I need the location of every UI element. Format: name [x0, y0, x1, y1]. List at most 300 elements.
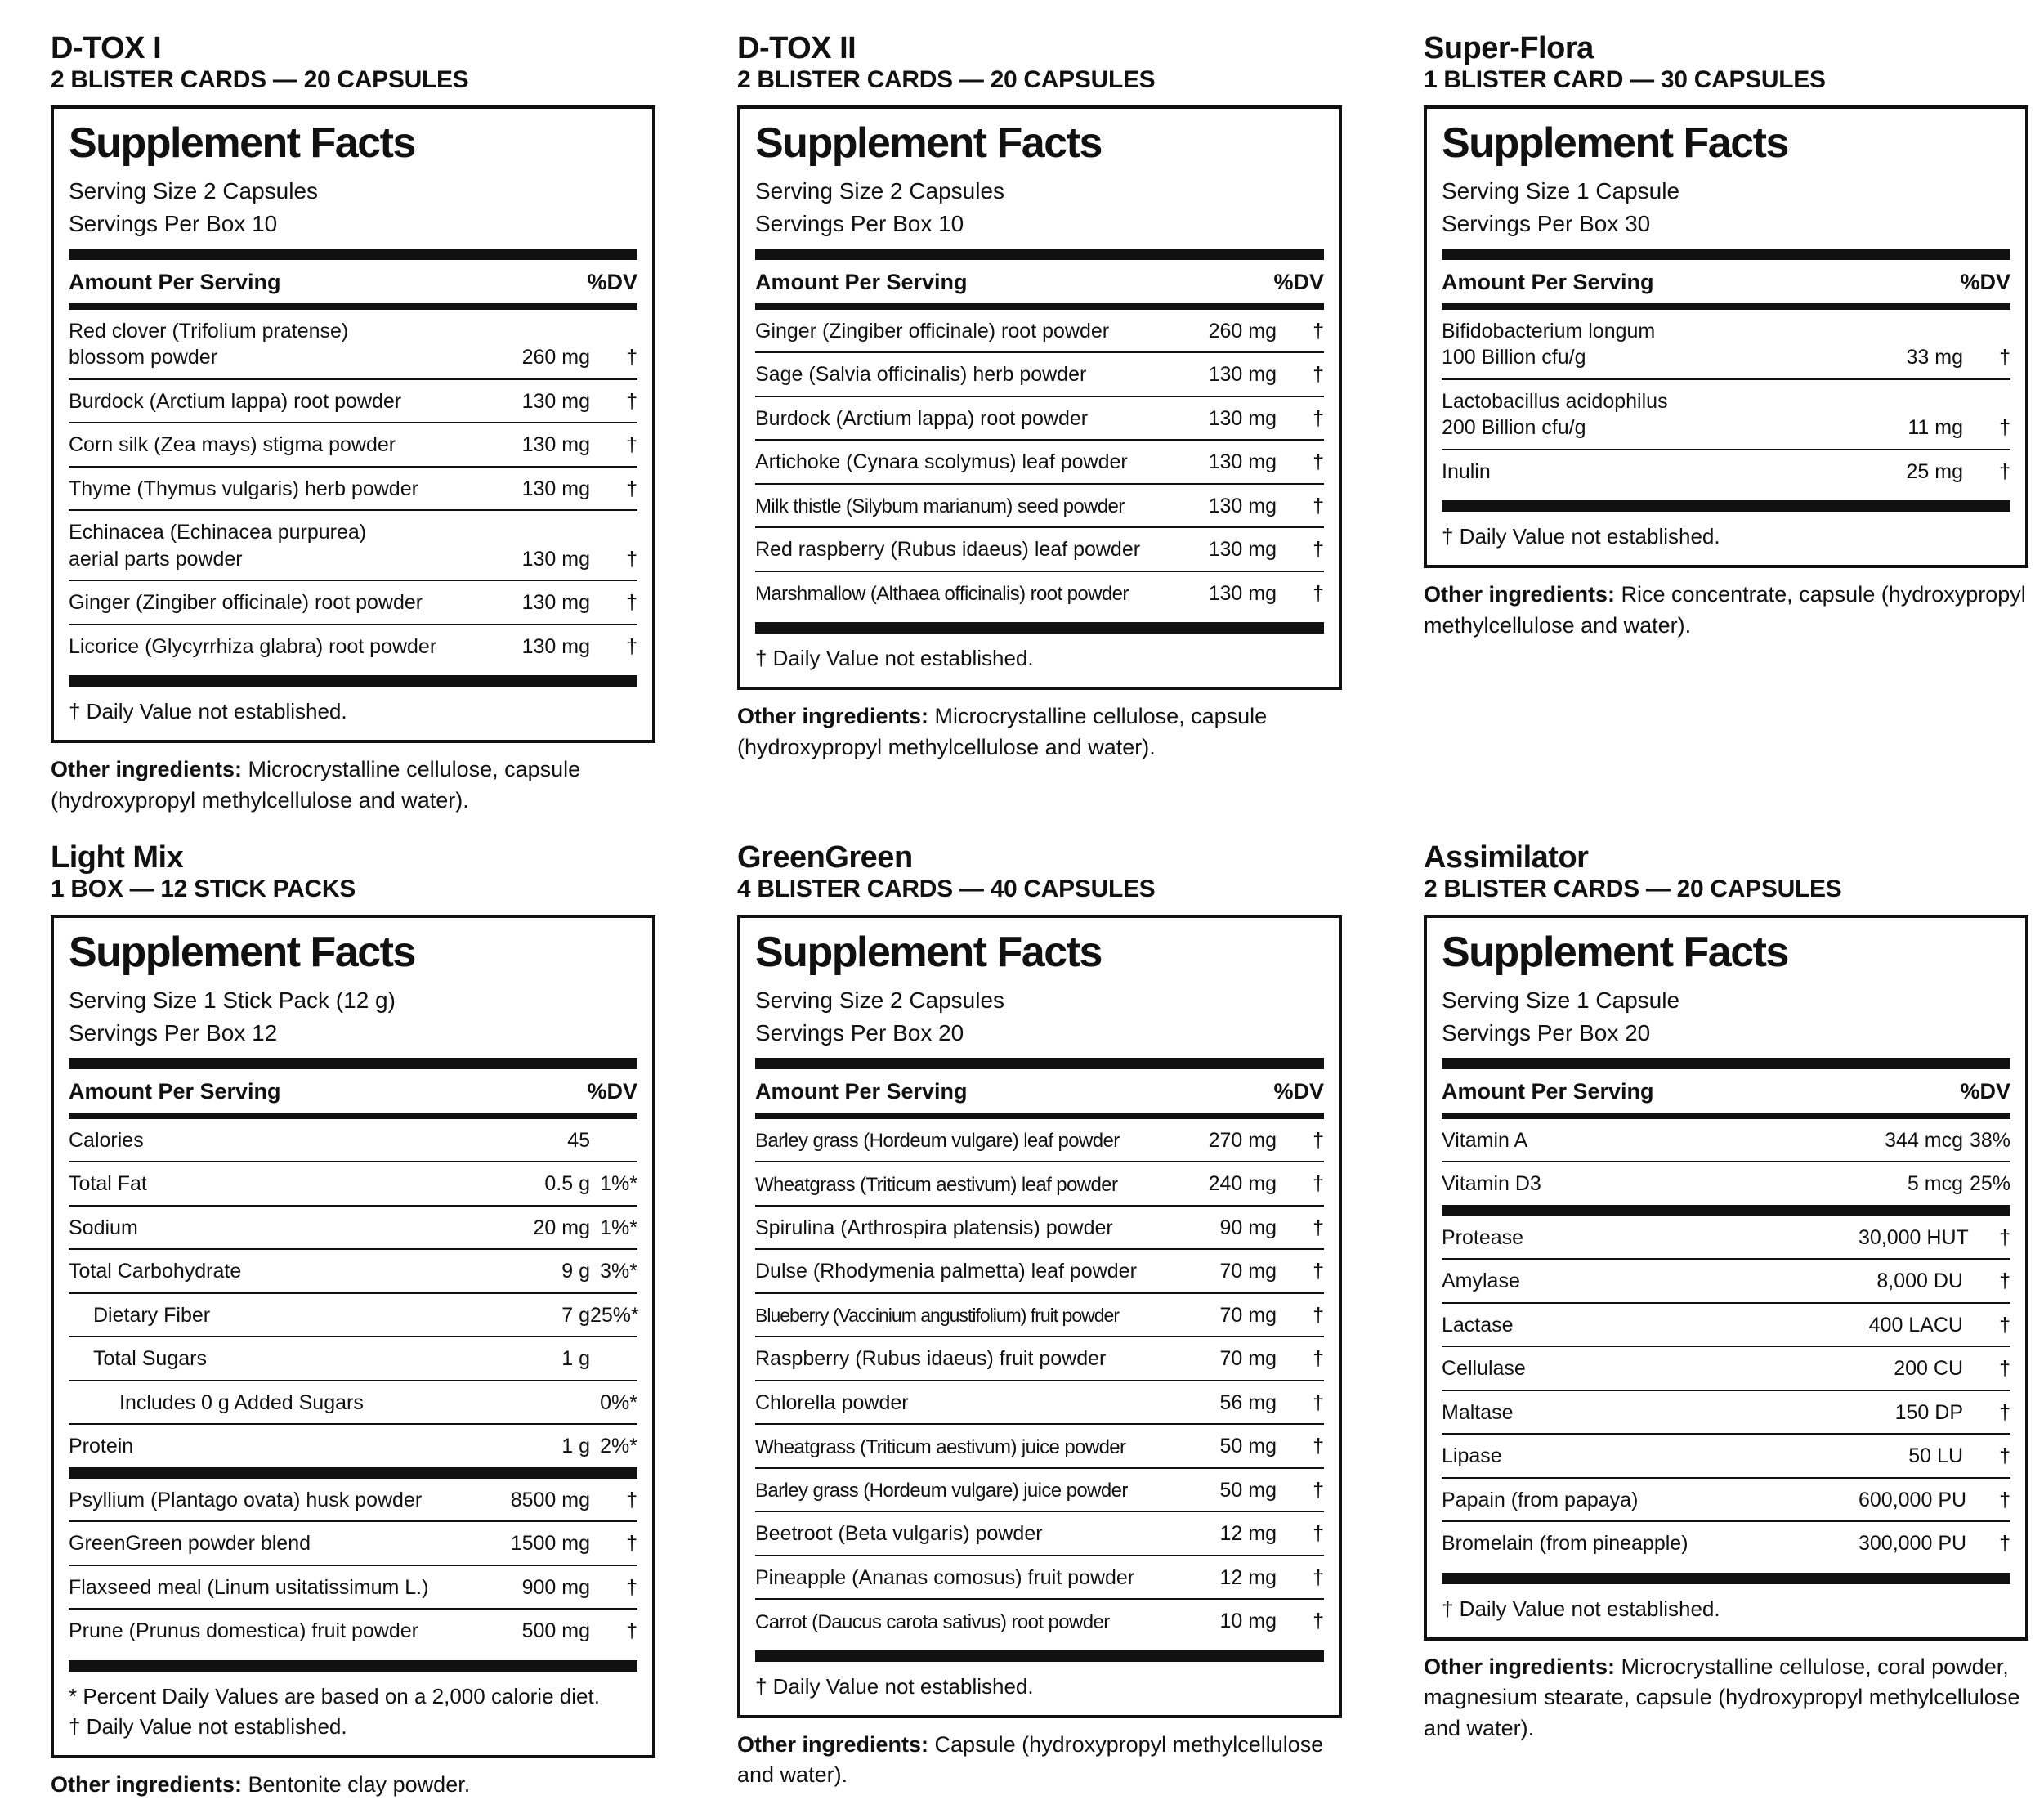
section-divider — [755, 1058, 1324, 1069]
table-row — [69, 624, 637, 668]
ingredient-dv: † — [1313, 1390, 1324, 1414]
other-ingredients-label: Other ingredients: — [1424, 1654, 1616, 1679]
ingredient-name-line1: Red clover (Trifolium pratense) — [69, 319, 349, 343]
other-ingredients-label: Other ingredients: — [737, 1731, 929, 1757]
servings-per-box: Servings Per Box 30 — [1442, 210, 1651, 236]
dv-header: %DV — [587, 269, 637, 294]
product-title: D-TOX II — [737, 31, 857, 65]
table-row — [1442, 1258, 2010, 1302]
dv-header: %DV — [1960, 269, 2010, 294]
ingredient-dv: † — [626, 433, 637, 457]
facts-heading: Supplement Facts — [755, 929, 1102, 977]
ingredient-amount: 1500 mg — [510, 1532, 590, 1556]
table-row — [755, 1336, 1324, 1380]
section-divider — [69, 303, 637, 310]
table-row — [755, 396, 1324, 440]
ingredient-dv: † — [1313, 1303, 1324, 1327]
serving-size: Serving Size 2 Capsules — [755, 987, 1005, 1014]
ingredient-amount: 20 mg — [533, 1216, 590, 1239]
ingredient-dv: † — [626, 1619, 637, 1643]
column-headers — [755, 260, 1324, 303]
table-row — [755, 1511, 1324, 1555]
ingredient-name-line2: 100 Billion cfu/g — [1442, 346, 1586, 369]
ingredient-name: Blueberry (Vaccinium angustifolium) fruit powder — [755, 1305, 1119, 1327]
section-divider — [69, 1660, 637, 1672]
ingredient-name: Total Carbohydrate — [69, 1260, 242, 1283]
ingredient-name: Includes 0 g Added Sugars — [119, 1390, 364, 1414]
ingredient-name: Milk thistle (Silybum marianum) seed powder — [755, 495, 1125, 518]
servings-per-box: Servings Per Box 20 — [1442, 1019, 1651, 1046]
amount-per-serving-header: Amount Per Serving — [1442, 1078, 1654, 1104]
ingredient-amount: 130 mg — [1208, 538, 1277, 562]
pack-description: 1 BOX — 12 STICK PACKS — [51, 875, 356, 902]
table-row — [755, 1423, 1324, 1467]
ingredient-dv: † — [1313, 1565, 1324, 1589]
other-ingredients: Other ingredients: Capsule (hydroxypropyl methylcellulose and water). — [737, 1731, 1324, 1788]
table-row — [69, 1336, 637, 1380]
ingredient-amount: 56 mg — [1219, 1390, 1277, 1414]
table-row — [69, 1565, 637, 1609]
ingredient-name: Thyme (Thymus vulgaris) herb powder — [69, 477, 418, 500]
pack-description: 4 BLISTER CARDS — 40 CAPSULES — [737, 875, 1156, 902]
table-row — [69, 466, 637, 510]
footnote-line: † Daily Value not established. — [69, 1713, 347, 1739]
table-row — [1442, 1161, 2010, 1205]
servings-per-box: Servings Per Box 12 — [69, 1019, 278, 1046]
ingredient-amount: 400 LACU — [1868, 1313, 1963, 1337]
footnote-line: † Daily Value not established. — [755, 1673, 1034, 1699]
ingredient-name-line2: aerial parts powder — [69, 547, 243, 571]
serving-size: Serving Size 2 Capsules — [69, 178, 319, 204]
ingredient-dv: † — [1313, 538, 1324, 562]
ingredient-amount: 1 g — [561, 1435, 590, 1458]
ingredient-table — [1442, 1119, 2010, 1565]
ingredient-amount: 260 mg — [1208, 319, 1277, 343]
column-headers — [1442, 1069, 2010, 1113]
ingredient-name: Ginger (Zingiber officinale) root powder — [69, 591, 423, 615]
ingredient-dv: 2%* — [600, 1435, 637, 1458]
table-row — [69, 580, 637, 624]
ingredient-name: Barley grass (Hordeum vulgare) juice powder — [755, 1480, 1128, 1502]
table-row — [755, 1598, 1324, 1642]
ingredient-dv: † — [1313, 1435, 1324, 1458]
column-headers — [755, 1069, 1324, 1113]
facts-box — [1424, 105, 2028, 568]
facts-heading: Supplement Facts — [755, 119, 1102, 168]
ingredient-name — [1442, 388, 1858, 441]
servings-per-box: Servings Per Box 20 — [755, 1019, 964, 1046]
ingredient-name: Artichoke (Cynara scolymus) leaf powder — [755, 450, 1128, 474]
ingredient-amount: 70 mg — [1219, 1347, 1277, 1371]
ingredient-amount: 130 mg — [521, 389, 590, 413]
product-title: GreenGreen — [737, 840, 913, 875]
ingredient-amount: 130 mg — [1208, 494, 1277, 517]
ingredient-amount: 130 mg — [521, 547, 590, 571]
ingredient-amount: 8500 mg — [510, 1488, 590, 1511]
section-divider — [1442, 1058, 2010, 1069]
ingredient-table — [1442, 310, 2010, 493]
ingredient-dv: † — [1313, 1172, 1324, 1196]
footnote-line: † Daily Value not established. — [69, 699, 347, 724]
ingredient-amount: 130 mg — [521, 477, 590, 500]
serving-size: Serving Size 1 Stick Pack (12 g) — [69, 987, 396, 1014]
ingredient-dv: † — [1999, 1313, 2010, 1337]
ingredient-dv: † — [1313, 363, 1324, 387]
ingredient-dv: † — [1999, 1532, 2010, 1556]
ingredient-amount: 130 mg — [1208, 363, 1277, 387]
ingredient-amount: 130 mg — [1208, 406, 1277, 430]
ingredient-dv: † — [1313, 450, 1324, 474]
table-row — [69, 378, 637, 423]
ingredient-amount: 70 mg — [1219, 1260, 1277, 1283]
ingredient-name: Sodium — [69, 1216, 138, 1239]
footnote-line: † Daily Value not established. — [1442, 1596, 1720, 1621]
ingredient-name: GreenGreen powder blend — [69, 1532, 311, 1556]
ingredient-amount: 30,000 HUT — [1858, 1225, 1969, 1249]
table-row — [755, 483, 1324, 527]
table-row — [69, 1520, 637, 1565]
ingredient-table — [755, 1119, 1324, 1642]
section-divider — [69, 1113, 637, 1119]
table-row — [755, 1205, 1324, 1249]
ingredient-dv: † — [1999, 1400, 2010, 1424]
serving-size: Serving Size 1 Capsule — [1442, 178, 1680, 204]
table-row — [755, 1467, 1324, 1511]
ingredient-amount: 90 mg — [1219, 1216, 1277, 1239]
pack-description: 2 BLISTER CARDS — 20 CAPSULES — [1424, 875, 1842, 902]
supplement-panel — [737, 31, 1342, 763]
ingredient-amount: 12 mg — [1219, 1565, 1277, 1589]
ingredient-amount: 50 LU — [1908, 1444, 1963, 1468]
ingredient-name: Chlorella powder — [755, 1390, 909, 1414]
ingredient-table — [69, 310, 637, 668]
ingredient-amount: 1 g — [561, 1347, 590, 1371]
ingredient-name — [69, 519, 485, 572]
facts-box — [51, 915, 655, 1758]
ingredient-name-line1: Lactobacillus acidophilus — [1442, 389, 1668, 413]
section-divider — [1442, 249, 2010, 260]
section-divider — [69, 1058, 637, 1069]
table-row — [69, 310, 637, 378]
ingredient-amount: 5 mcg — [1907, 1172, 1963, 1196]
table-row — [69, 1292, 637, 1337]
table-row — [69, 422, 637, 466]
ingredient-name: Cellulase — [1442, 1357, 1526, 1381]
ingredient-amount: 260 mg — [521, 346, 590, 369]
table-row — [755, 1119, 1324, 1162]
ingredient-dv: † — [1313, 1347, 1324, 1371]
ingredient-amount: 25 mg — [1906, 459, 1963, 483]
ingredient-amount: 344 mcg — [1885, 1128, 1963, 1152]
section-divider — [69, 675, 637, 687]
ingredient-name: Spirulina (Arthrospira platensis) powder — [755, 1216, 1113, 1239]
dv-header: %DV — [1960, 1078, 2010, 1104]
section-divider — [755, 1650, 1324, 1662]
table-row — [69, 1380, 637, 1424]
section-divider — [755, 622, 1324, 634]
ingredient-name: Burdock (Arctium lappa) root powder — [755, 406, 1089, 430]
dv-header: %DV — [1273, 269, 1324, 294]
ingredient-amount: 130 mg — [521, 591, 590, 615]
table-row — [69, 1423, 637, 1467]
table-row — [1442, 1119, 2010, 1162]
product-title: D-TOX I — [51, 31, 162, 65]
ingredient-dv: † — [1313, 406, 1324, 430]
ingredient-name: Barley grass (Hordeum vulgare) leaf powder — [755, 1130, 1120, 1153]
ingredient-name-line1: Echinacea (Echinacea purpurea) — [69, 521, 367, 544]
table-row — [1442, 310, 2010, 378]
column-headers — [69, 1069, 637, 1113]
ingredient-name — [1442, 318, 1858, 371]
ingredient-table — [755, 310, 1324, 615]
pack-description: 1 BLISTER CARD — 30 CAPSULES — [1424, 65, 1826, 93]
ingredient-amount: 33 mg — [1906, 346, 1963, 369]
footnotes — [1442, 512, 2010, 557]
ingredient-dv: 0%* — [600, 1390, 637, 1414]
ingredient-amount: 130 mg — [1208, 581, 1277, 605]
facts-box — [737, 105, 1342, 690]
ingredient-name: Lipase — [1442, 1444, 1502, 1468]
ingredient-dv: † — [1999, 1444, 2010, 1468]
ingredient-name: Wheatgrass (Triticum aestivum) leaf powder — [755, 1173, 1118, 1196]
dv-header: %DV — [587, 1078, 637, 1104]
ingredient-amount: 270 mg — [1208, 1128, 1277, 1152]
ingredient-name: Papain (from papaya) — [1442, 1488, 1639, 1511]
ingredient-name-line1: Bifidobacterium longum — [1442, 319, 1656, 343]
section-divider — [1442, 500, 2010, 512]
ingredient-dv: † — [1313, 1216, 1324, 1239]
footnote-line: * Percent Daily Values are based on a 2,000 calorie diet. — [69, 1683, 600, 1708]
ingredient-amount: 900 mg — [521, 1575, 590, 1599]
ingredient-amount: 7 g — [561, 1303, 590, 1327]
ingredient-name: Pineapple (Ananas comosus) fruit powder — [755, 1565, 1135, 1589]
ingredient-dv: 25%* — [590, 1303, 639, 1327]
table-row — [69, 1248, 637, 1292]
ingredient-amount: 130 mg — [1208, 450, 1277, 474]
ingredient-amount: 8,000 DU — [1876, 1269, 1963, 1293]
ingredient-name: Protein — [69, 1435, 134, 1458]
ingredient-name: Inulin — [1442, 459, 1491, 483]
ingredient-dv: † — [626, 591, 637, 615]
amount-per-serving-header: Amount Per Serving — [69, 269, 281, 294]
facts-box — [51, 105, 655, 743]
ingredient-dv: † — [1313, 1610, 1324, 1633]
ingredient-name: Calories — [69, 1128, 144, 1152]
ingredient-dv: 1%* — [600, 1172, 637, 1196]
ingredient-name: Ginger (Zingiber officinale) root powder — [755, 319, 1110, 343]
serving-size: Serving Size 2 Capsules — [755, 178, 1005, 204]
table-row — [1442, 1346, 2010, 1390]
footnotes — [1442, 1584, 2010, 1629]
facts-heading: Supplement Facts — [1442, 119, 1788, 168]
dv-header: %DV — [1273, 1078, 1324, 1104]
supplement-panel — [51, 840, 655, 1800]
ingredient-name: Raspberry (Rubus idaeus) fruit powder — [755, 1347, 1107, 1371]
supplement-panel — [51, 31, 655, 817]
table-row — [755, 310, 1324, 352]
ingredient-dv: 25% — [1969, 1172, 2010, 1196]
section-divider — [755, 1113, 1324, 1119]
ingredient-amount: 11 mg — [1908, 416, 1963, 440]
ingredient-dv: † — [626, 477, 637, 500]
table-row — [69, 1479, 637, 1521]
ingredient-dv: † — [626, 547, 637, 571]
ingredient-amount: 9 g — [561, 1260, 590, 1283]
ingredient-dv: † — [1313, 494, 1324, 517]
ingredient-dv: † — [1999, 416, 2010, 440]
ingredient-name: Red raspberry (Rubus idaeus) leaf powder — [755, 538, 1141, 562]
section-divider — [69, 249, 637, 260]
ingredient-name: Prune (Prunus domestica) fruit powder — [69, 1619, 418, 1643]
footnotes — [755, 634, 1324, 678]
column-headers — [1442, 260, 2010, 303]
ingredient-amount: 150 DP — [1894, 1400, 1963, 1424]
pack-description: 2 BLISTER CARDS — 20 CAPSULES — [737, 65, 1156, 93]
facts-heading: Supplement Facts — [69, 929, 415, 977]
pack-description: 2 BLISTER CARDS — 20 CAPSULES — [51, 65, 469, 93]
table-row — [755, 526, 1324, 571]
ingredient-name-line2: 200 Billion cfu/g — [1442, 416, 1586, 440]
ingredient-dv: † — [626, 1532, 637, 1556]
facts-heading: Supplement Facts — [1442, 929, 1788, 977]
ingredient-dv: † — [626, 634, 637, 658]
ingredient-name: Total Fat — [69, 1172, 147, 1196]
ingredient-dv: † — [1313, 319, 1324, 343]
table-row — [1442, 449, 2010, 493]
table-row — [755, 1555, 1324, 1599]
footnotes — [69, 1672, 637, 1747]
table-row — [69, 1608, 637, 1652]
supplement-panel — [1424, 31, 2028, 642]
ingredient-name: Licorice (Glycyrrhiza glabra) root powder — [69, 634, 437, 658]
table-row — [69, 1161, 637, 1205]
product-title: Light Mix — [51, 840, 184, 875]
table-row — [1442, 1520, 2010, 1565]
ingredient-dv: † — [1999, 1488, 2010, 1511]
ingredient-name: Protease — [1442, 1225, 1524, 1249]
footnotes — [69, 687, 637, 732]
table-row — [755, 1248, 1324, 1292]
ingredient-name: Maltase — [1442, 1400, 1514, 1424]
ingredient-name: Carrot (Daucus carota sativus) root powder — [755, 1610, 1110, 1633]
supplement-panel — [737, 840, 1342, 1791]
ingredient-name: Dulse (Rhodymenia palmetta) leaf powder — [755, 1260, 1137, 1283]
ingredient-dv: † — [1313, 1478, 1324, 1502]
ingredient-dv: † — [1999, 459, 2010, 483]
ingredient-amount: 50 mg — [1219, 1435, 1277, 1458]
table-row — [69, 509, 637, 580]
ingredient-name: Vitamin D3 — [1442, 1172, 1541, 1196]
ingredient-dv: † — [1999, 1357, 2010, 1381]
ingredient-dv: † — [1999, 1225, 2010, 1249]
other-ingredients: Other ingredients: Microcrystalline cellulose, capsule (hydroxypropyl methylcellulose and water). — [51, 757, 581, 813]
table-row — [755, 1380, 1324, 1424]
facts-heading: Supplement Facts — [69, 119, 415, 168]
ingredient-dv: † — [1313, 1260, 1324, 1283]
ingredient-dv: † — [626, 346, 637, 369]
ingredient-name: Bromelain (from pineapple) — [1442, 1532, 1688, 1556]
amount-per-serving-header: Amount Per Serving — [1442, 269, 1654, 294]
ingredient-dv: † — [1313, 581, 1324, 605]
ingredient-amount: 12 mg — [1219, 1522, 1277, 1546]
other-ingredients: Other ingredients: Bentonite clay powder. — [51, 1771, 471, 1797]
supplement-panel — [1424, 840, 2028, 1744]
ingredient-dv: 38% — [1969, 1128, 2010, 1152]
other-ingredients-label: Other ingredients: — [737, 704, 929, 729]
ingredient-amount: 130 mg — [521, 634, 590, 658]
ingredient-name: Sage (Salvia officinalis) herb powder — [755, 363, 1087, 387]
section-divider — [755, 303, 1324, 310]
ingredient-dv: 3%* — [600, 1260, 637, 1283]
section-divider — [1442, 1113, 2010, 1119]
ingredient-name: Amylase — [1442, 1269, 1520, 1293]
amount-per-serving-header: Amount Per Serving — [69, 1078, 281, 1104]
table-row — [1442, 1302, 2010, 1346]
other-ingredients: Other ingredients: Microcrystalline cellulose, coral powder, magnesium stearate, capsule (hydroxypropyl methylcellulose and water). — [1424, 1654, 2020, 1741]
servings-per-box: Servings Per Box 10 — [69, 210, 278, 236]
ingredient-dv: † — [1313, 1522, 1324, 1546]
section-divider — [1442, 1205, 2010, 1216]
ingredient-dv: 1%* — [600, 1216, 637, 1239]
section-divider — [1442, 1573, 2010, 1584]
ingredient-amount: 500 mg — [521, 1619, 590, 1643]
ingredient-dv: † — [626, 1575, 637, 1599]
section-divider — [69, 1467, 637, 1479]
ingredient-name: Corn silk (Zea mays) stigma powder — [69, 433, 396, 457]
table-row — [755, 1161, 1324, 1205]
ingredient-amount: 10 mg — [1219, 1610, 1277, 1633]
table-row — [1442, 1477, 2010, 1521]
ingredient-amount: 70 mg — [1219, 1303, 1277, 1327]
ingredient-dv: † — [626, 389, 637, 413]
ingredient-amount: 45 — [567, 1128, 590, 1152]
ingredient-amount: 50 mg — [1219, 1478, 1277, 1502]
other-ingredients: Other ingredients: Rice concentrate, capsule (hydroxypropyl methylcellulose and water). — [1424, 582, 2026, 638]
ingredient-amount: 200 CU — [1894, 1357, 1963, 1381]
table-row — [755, 351, 1324, 396]
table-row — [69, 1205, 637, 1249]
ingredient-dv: † — [1313, 1128, 1324, 1152]
ingredient-dv: † — [1999, 346, 2010, 369]
ingredient-name: Flaxseed meal (Linum usitatissimum L.) — [69, 1575, 429, 1599]
section-divider — [1442, 303, 2010, 310]
other-ingredients-label: Other ingredients: — [1424, 582, 1616, 607]
product-title: Assimilator — [1424, 840, 1589, 875]
ingredient-amount: 600,000 PU — [1858, 1488, 1967, 1511]
ingredient-name: Total Sugars — [93, 1347, 207, 1371]
ingredient-name: Wheatgrass (Triticum aestivum) juice powder — [755, 1435, 1126, 1458]
footnote-line: † Daily Value not established. — [1442, 524, 1720, 549]
ingredient-amount: 130 mg — [521, 433, 590, 457]
ingredient-name-line2: blossom powder — [69, 346, 218, 369]
other-ingredients-label: Other ingredients: — [51, 757, 243, 782]
ingredient-name: Lactase — [1442, 1313, 1514, 1337]
ingredient-name: Psyllium (Plantago ovata) husk powder — [69, 1488, 423, 1511]
table-row — [755, 1292, 1324, 1337]
product-title: Super-Flora — [1424, 31, 1594, 65]
amount-per-serving-header: Amount Per Serving — [755, 269, 968, 294]
section-divider — [755, 249, 1324, 260]
footnote-line: † Daily Value not established. — [755, 646, 1034, 671]
facts-box — [737, 915, 1342, 1718]
table-row — [755, 571, 1324, 615]
ingredient-name: Burdock (Arctium lappa) root powder — [69, 389, 402, 413]
table-row — [1442, 1433, 2010, 1477]
ingredient-amount: 240 mg — [1208, 1172, 1277, 1196]
ingredient-table — [69, 1119, 637, 1652]
amount-per-serving-header: Amount Per Serving — [755, 1078, 968, 1104]
servings-per-box: Servings Per Box 10 — [755, 210, 964, 236]
